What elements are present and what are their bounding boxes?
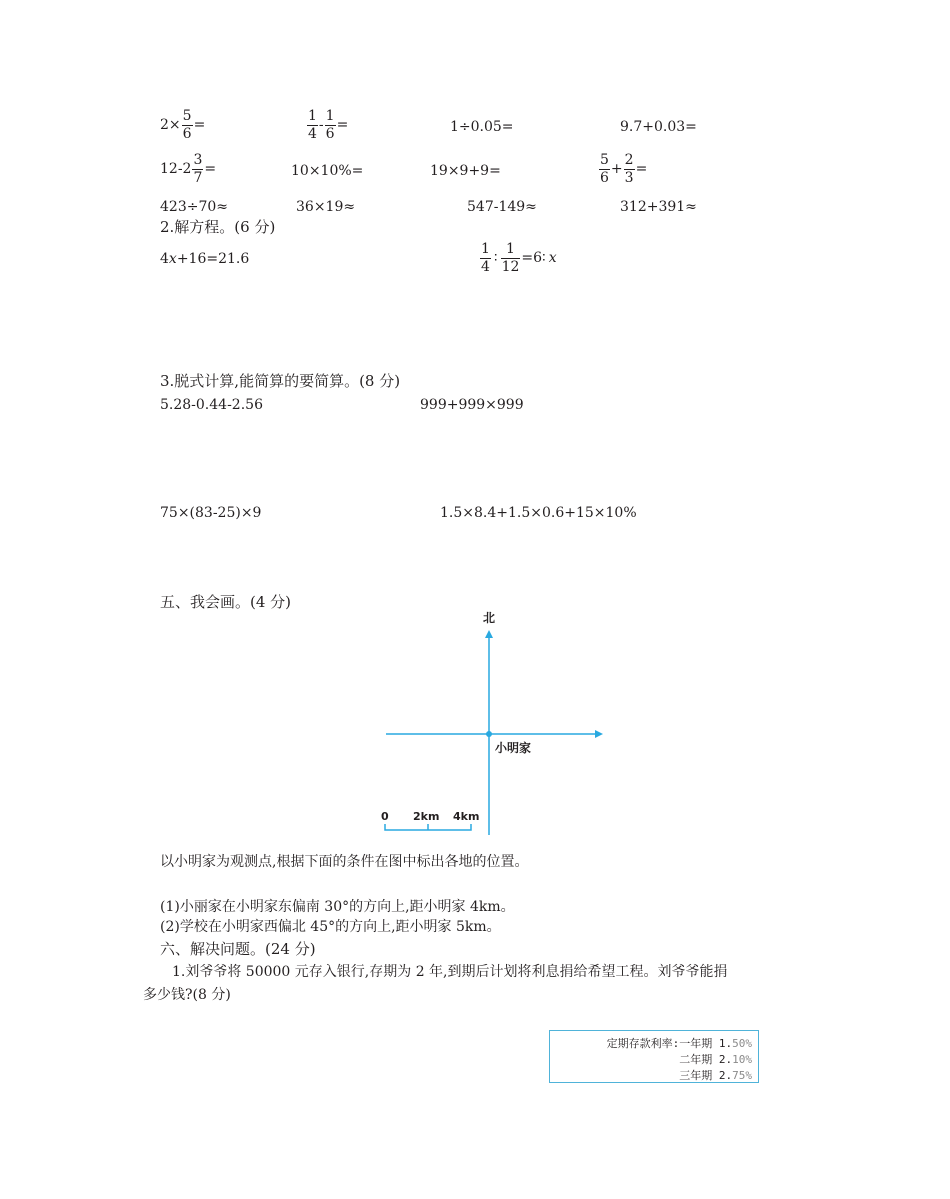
oral-r1-c: 1÷0.05=: [450, 119, 514, 135]
calc-problem-1: 5.28-0.44-2.56: [160, 397, 263, 413]
oral-r1-a-prefix: 2×: [160, 117, 181, 134]
ratio-colon: ∶: [493, 250, 498, 267]
equations-heading: 2.解方程。(6 分): [160, 218, 276, 236]
scale-0-label: 0: [381, 810, 389, 823]
equals: =: [193, 117, 206, 134]
rate-int: 2.: [718, 1069, 733, 1082]
denominator: 6: [325, 125, 335, 142]
numerator: 1: [325, 108, 335, 124]
numerator: 3: [193, 152, 203, 168]
rate-percent: 50%: [732, 1037, 752, 1050]
eq2-variable: x: [548, 250, 557, 267]
rate-int: 1.: [718, 1037, 733, 1050]
eq2-middle: =6∶: [521, 250, 546, 267]
draw-condition-1: (1)小丽家在小明家东偏南 30°的方向上,距小明家 4km。: [160, 899, 515, 915]
rate-int: 2.: [718, 1053, 733, 1066]
calc-heading: 3.脱式计算,能简算的要简算。(8 分): [160, 372, 401, 390]
equals: =: [336, 117, 349, 134]
solve-question-1-line-1: 1.刘爷爷将 50000 元存入银行,存期为 2 年,到期后计划将利息捐给希望工程。刘爷爷能捐: [172, 964, 728, 980]
solve-heading: 六、解决问题。(24 分): [160, 940, 316, 958]
denominator: 7: [193, 169, 203, 186]
eq1-coef: 4: [160, 251, 169, 267]
rate-row-3: [679, 1067, 752, 1083]
oral-r1-d: 9.7+0.03=: [620, 119, 697, 135]
numerator: 1: [308, 108, 317, 124]
scale-bar: [385, 824, 471, 830]
rate-term: 三年期: [679, 1069, 713, 1082]
calc-problem-4: 1.5×8.4+1.5×0.6+15×10%: [440, 505, 637, 521]
solve-question-1-line-2: 多少钱?(8 分): [143, 987, 231, 1003]
calc-problem-3: 75×(83-25)×9: [160, 505, 262, 521]
rate-term: 二年期: [679, 1053, 713, 1066]
rate-row-2: [679, 1051, 752, 1067]
operator: -: [318, 117, 324, 134]
draw-condition-2: (2)学校在小明家西偏北 45°的方向上,距小明家 5km。: [160, 919, 501, 935]
numerator: 1: [481, 241, 490, 257]
scale-4km-label: 4km: [453, 810, 480, 823]
scale-2km-label: 2km: [413, 810, 440, 823]
eq1-rest: +16=21.6: [176, 251, 250, 267]
rate-row-1: [607, 1035, 752, 1051]
oral-r3-a: 423÷70≈: [160, 199, 228, 215]
operator: +: [610, 161, 623, 178]
denominator: 6: [600, 169, 609, 186]
equals: =: [204, 161, 217, 178]
numerator: 1: [501, 242, 521, 259]
denominator: 3: [624, 169, 634, 186]
interest-rate-table: [549, 1030, 759, 1083]
denominator: 12: [501, 258, 520, 275]
home-point: [486, 731, 492, 737]
oral-r2-b: 10×10%=: [291, 163, 364, 179]
oral-r3-d: 312+391≈: [620, 199, 697, 215]
rate-label: 定期存款利率:: [606, 1037, 680, 1050]
numerator: 5: [182, 108, 192, 124]
rate-percent: 10%: [732, 1053, 752, 1066]
calc-problem-2: 999+999×999: [420, 397, 524, 413]
draw-heading: 五、我会画。(4 分): [160, 593, 292, 611]
equals: =: [635, 161, 648, 178]
eq1-variable: x: [168, 251, 177, 267]
denominator: 4: [308, 125, 317, 142]
denominator: 6: [182, 125, 192, 142]
draw-instruction: 以小明家为观测点,根据下面的条件在图中标出各地的位置。: [160, 854, 529, 870]
oral-r3-c: 547-149≈: [467, 199, 537, 215]
numerator: 5: [600, 152, 609, 168]
oral-r3-b: 36×19≈: [296, 199, 356, 215]
rate-term: 一年期: [679, 1037, 713, 1050]
rate-percent: 75%: [732, 1069, 752, 1082]
denominator: 4: [481, 258, 490, 275]
oral-r2-c: 19×9+9=: [430, 163, 501, 179]
home-label: 小明家: [495, 741, 532, 755]
oral-r2-a-prefix: 12-2: [160, 161, 192, 178]
north-label: 北: [483, 611, 496, 625]
numerator: 2: [624, 152, 634, 168]
